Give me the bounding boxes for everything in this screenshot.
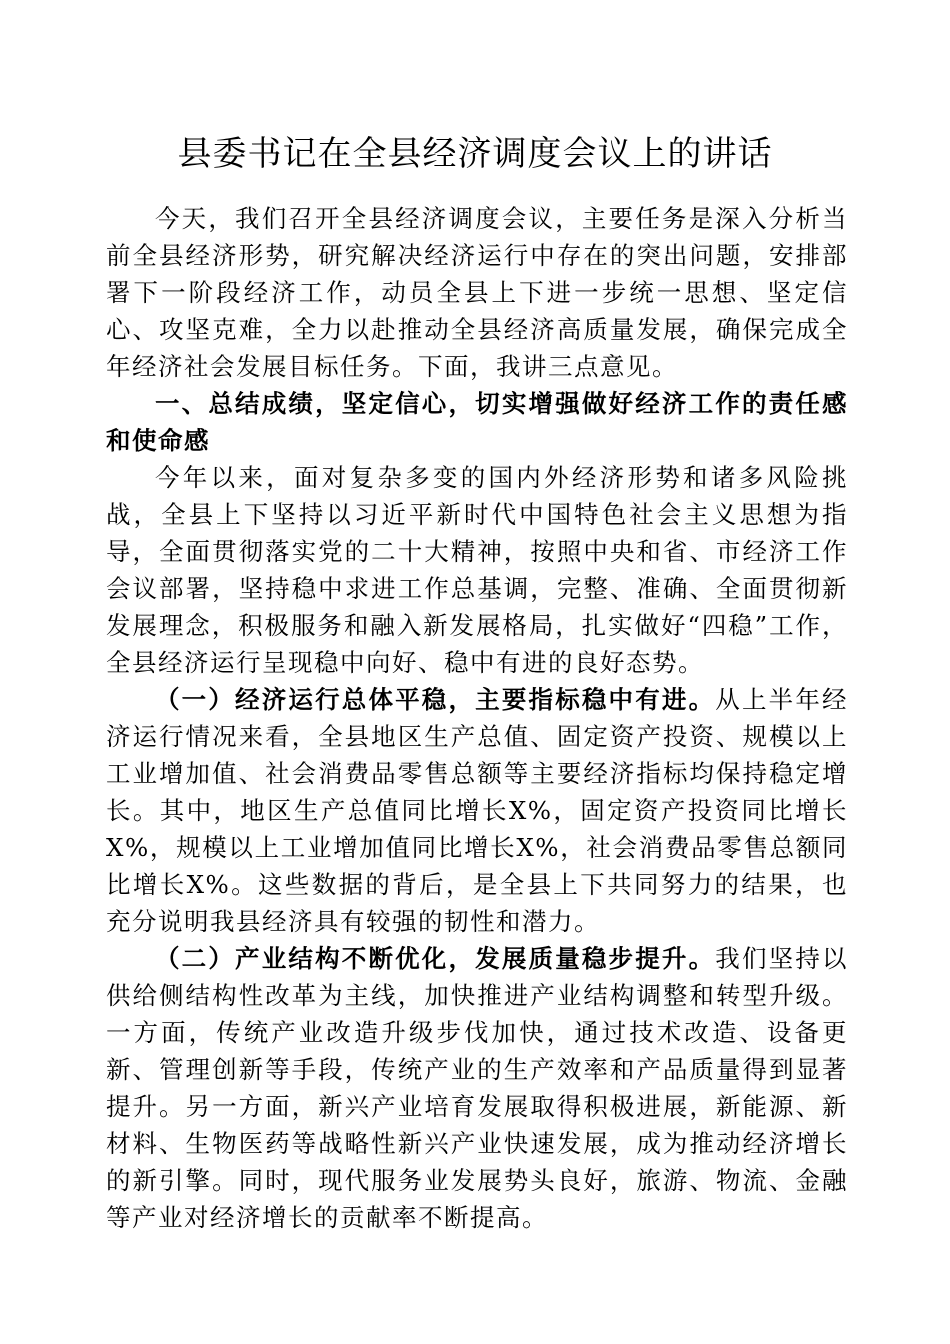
point-1-lead: （一）经济运行总体平稳，主要指标稳中有进。 (155, 685, 716, 714)
section-1-paragraph: 今年以来，面对复杂多变的国内外经济形势和诸多风险挑战，全县上下坚持以习近平新时代中国特色社会主义思想为指导，全面贯彻落实党的二十大精神，按照中央和省、市经济工作会议部署，坚持稳中求进工作总基调，完整、准确、全面贯彻新发展理念，积极服务和融入新发展格局，扎实做好“四稳”工作，全县经济运行呈现稳中向好、稳中有进的良好态势。 (106, 463, 848, 677)
intro-paragraph: 今天，我们召开全县经济调度会议，主要任务是深入分析当前全县经济形势，研究解决经济运行中存在的突出问题，安排部署下一阶段经济工作，动员全县上下进一步统一思想、坚定信心、攻坚克难，全力以赴推动全县经济高质量发展，确保完成全年经济社会发展目标任务。下面，我讲三点意见。 (106, 204, 848, 381)
point-1-text: 从上半年经济运行情况来看，全县地区生产总值、固定资产投资、规模以上工业增加值、社会消费品零售总额等主要经济指标均保持稳定增长。其中，地区生产总值同比增长X%，固定资产投资同比增长X%，规模以上工业增加值同比增长X%，社会消费品零售总额同比增长X%。这些数据的背后，是全县上下共同努力的结果，也充分说明我县经济具有较强的韧性和潜力。 (106, 685, 849, 936)
document-title: 县委书记在全县经济调度会议上的讲话 (177, 134, 773, 174)
point-2-paragraph (106, 940, 848, 1236)
point-2-lead: （二）产业结构不断优化，发展质量稳步提升。 (155, 944, 716, 973)
document-body (106, 200, 848, 1236)
point-2-text: 我们坚持以供给侧结构性改革为主线，加快推进产业结构调整和转型升级。一方面，传统产业改造升级步伐加快，通过技术改造、设备更新、管理创新等手段，传统产业的生产效率和产品质量得到显著提升。另一方面，新兴产业培育发展取得积极进展，新能源、新材料、生物医药等战略性新兴产业快速发展，成为推动经济增长的新引擎。同时，现代服务业发展势头良好，旅游、物流、金融等产业对经济增长的贡献率不断提高。 (106, 944, 849, 1232)
section-heading-1: 一、总结成绩，坚定信心，切实增强做好经济工作的责任感和使命感 (106, 389, 848, 455)
point-1-paragraph (106, 681, 848, 940)
